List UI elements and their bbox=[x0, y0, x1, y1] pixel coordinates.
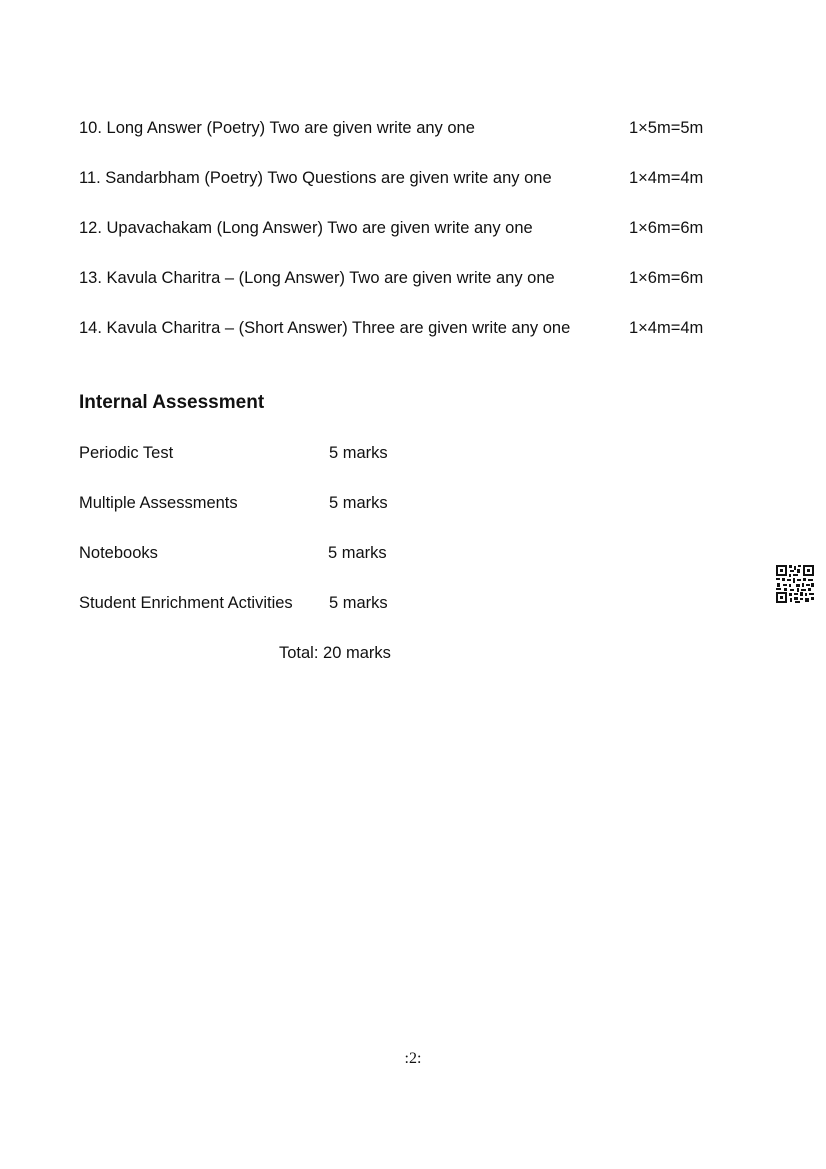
assessment-marks: 5 marks bbox=[328, 544, 387, 562]
question-text: 14. Kavula Charitra – (Short Answer) Three are given write any one bbox=[79, 319, 571, 337]
assessment-label: Periodic Test bbox=[79, 444, 174, 462]
assessment-label: Notebooks bbox=[79, 544, 158, 562]
assessment-label: Student Enrichment Activities bbox=[79, 594, 293, 612]
question-marks: 1×4m=4m bbox=[629, 319, 704, 337]
question-text: 12. Upavachakam (Long Answer) Two are given write any one bbox=[79, 219, 533, 237]
question-marks: 1×4m=4m bbox=[629, 169, 704, 187]
question-text: 11. Sandarbham (Poetry) Two Questions are given write any one bbox=[79, 169, 552, 187]
assessment-label: Multiple Assessments bbox=[79, 494, 238, 512]
question-text: 10. Long Answer (Poetry) Two are given write any one bbox=[79, 119, 475, 137]
assessment-marks: 5 marks bbox=[329, 594, 388, 612]
section-title-internal-assessment: Internal Assessment bbox=[79, 392, 265, 413]
assessment-marks: 5 marks bbox=[329, 494, 388, 512]
question-text: 13. Kavula Charitra – (Long Answer) Two are given write any one bbox=[79, 269, 555, 287]
assessment-marks: 5 marks bbox=[329, 444, 388, 462]
question-marks: 1×6m=6m bbox=[629, 269, 704, 287]
qr-code-icon bbox=[775, 564, 815, 604]
question-marks: 1×6m=6m bbox=[629, 219, 704, 237]
question-marks: 1×5m=5m bbox=[629, 119, 704, 137]
total-marks: Total: 20 marks bbox=[279, 644, 391, 662]
page-number: :2: bbox=[404, 1050, 422, 1067]
